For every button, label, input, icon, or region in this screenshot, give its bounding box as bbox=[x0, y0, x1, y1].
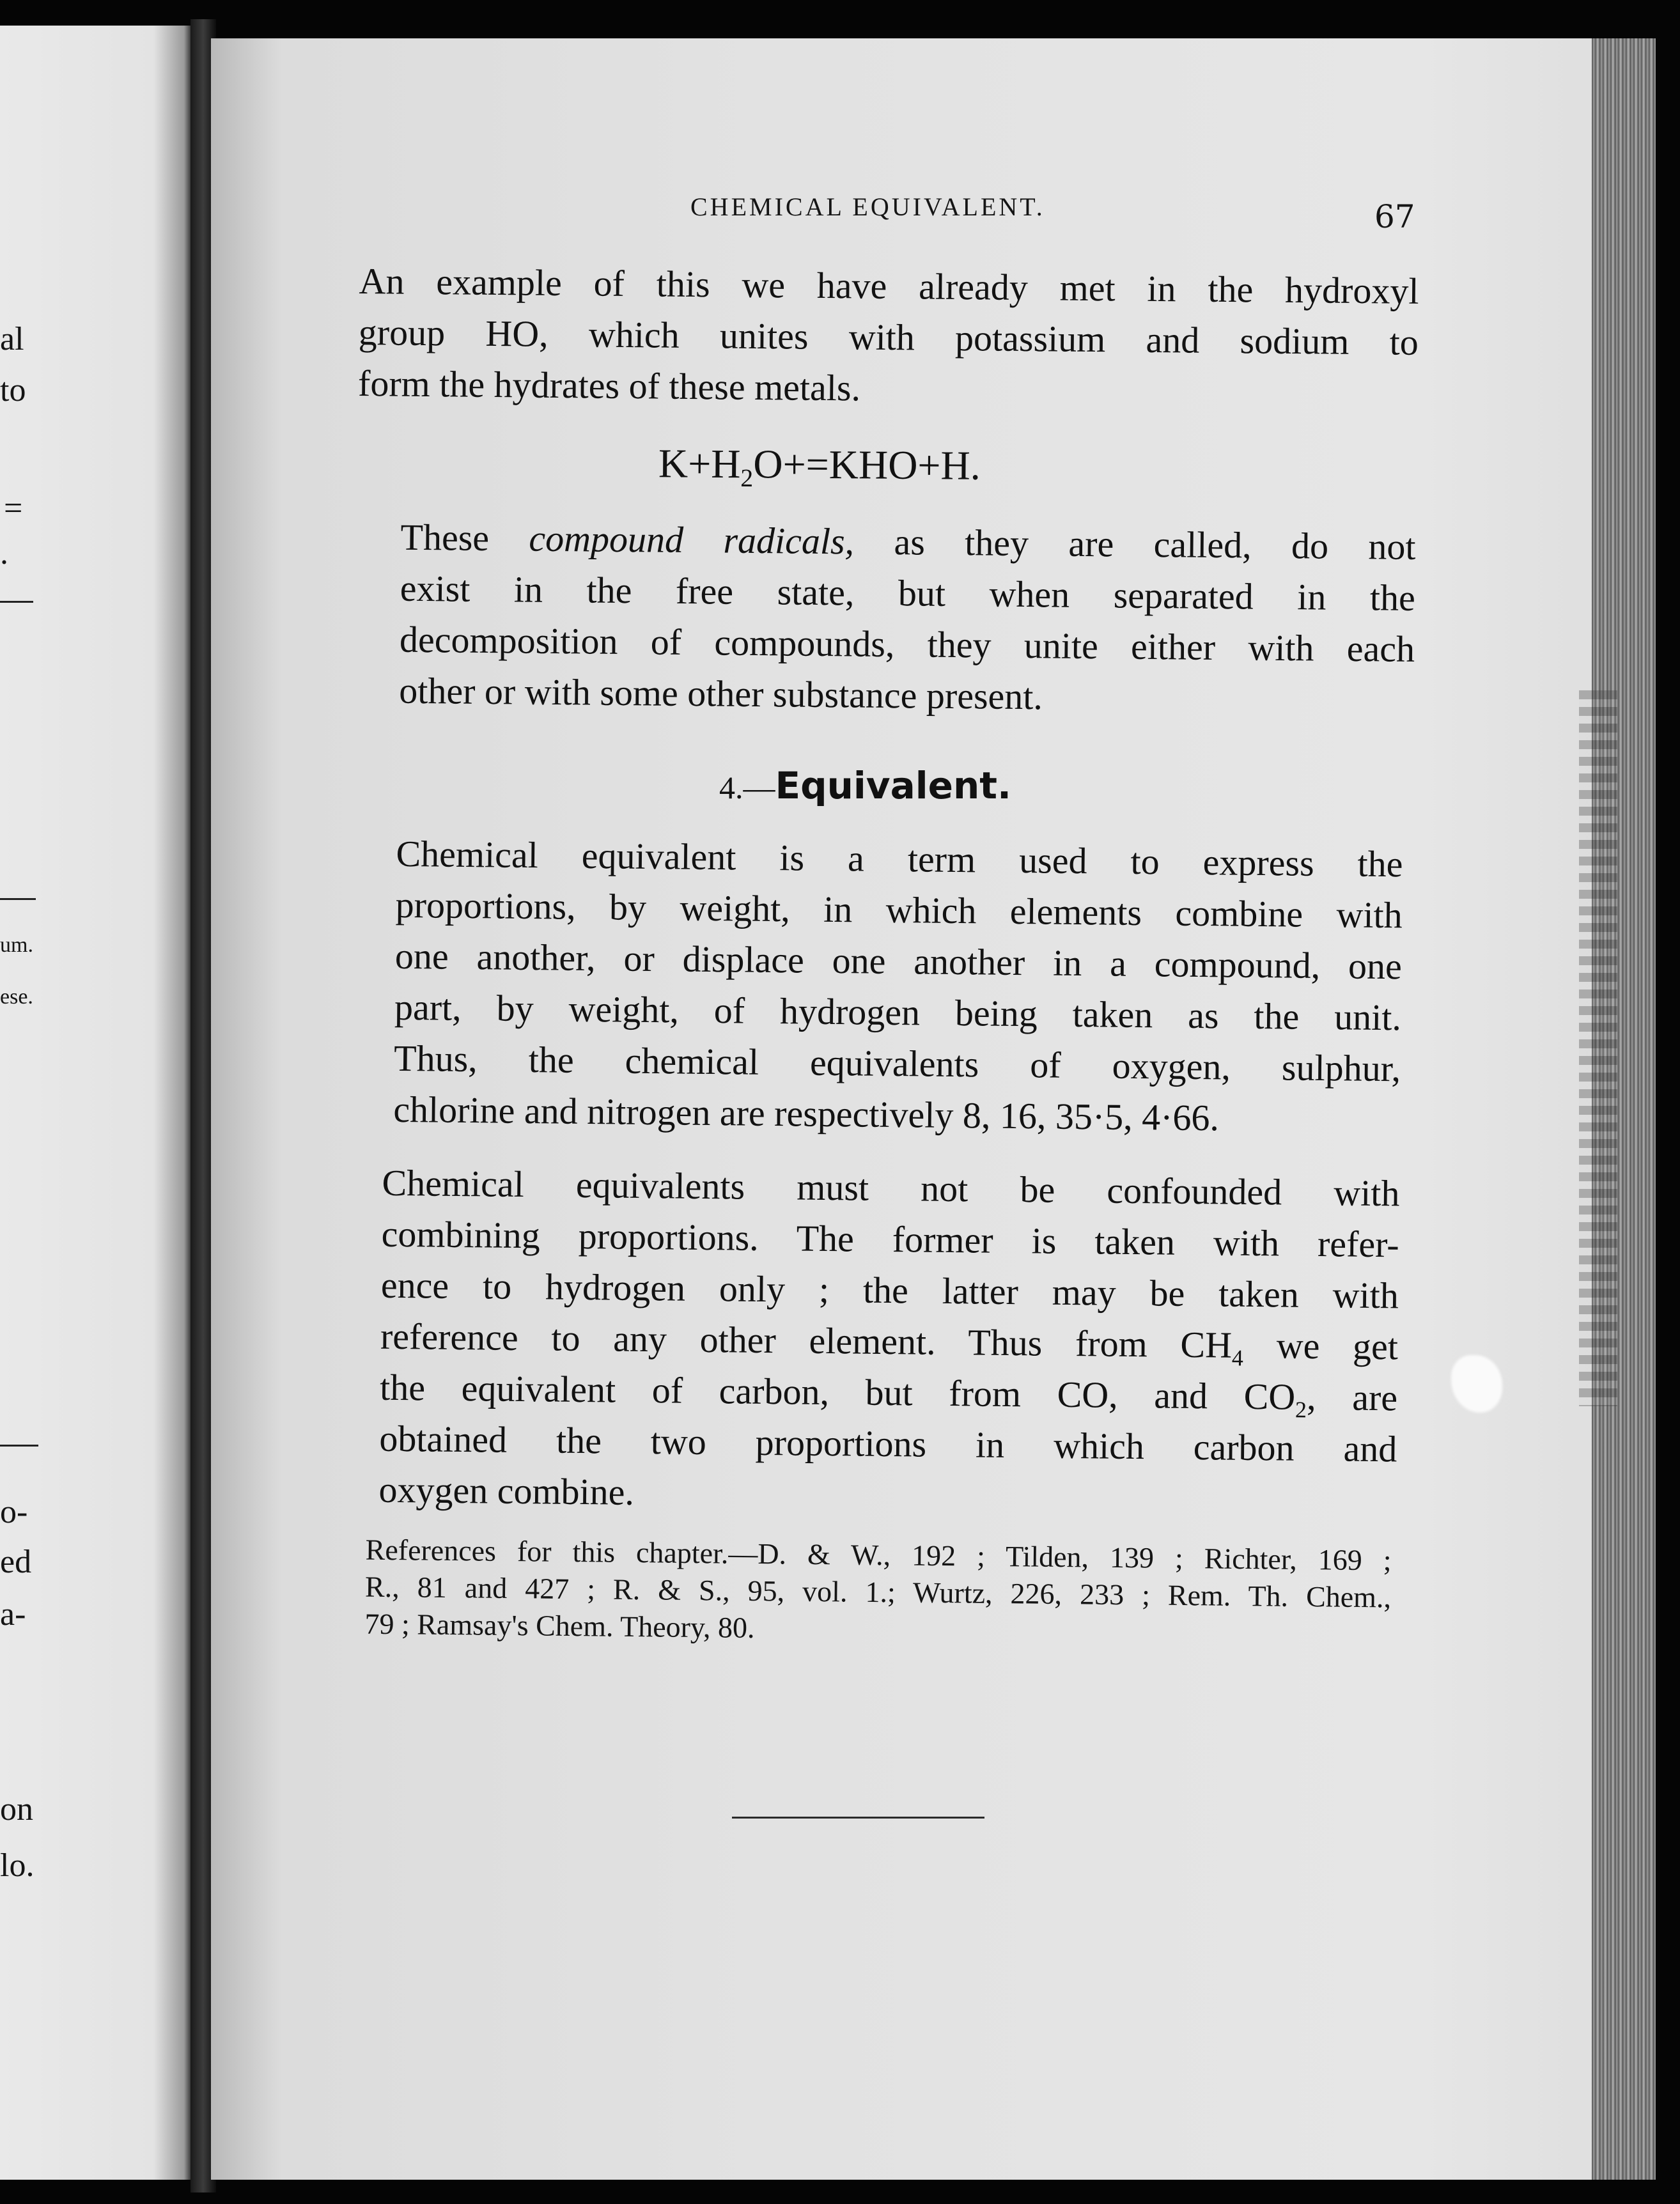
text-run: the equivalent of carbon, but from CO, and CO bbox=[379, 1366, 1296, 1418]
left-fragment: = bbox=[4, 490, 23, 527]
left-rule bbox=[0, 1445, 38, 1447]
section-number: 4.— bbox=[719, 770, 775, 805]
text-line: combining proportions. The former is taken with refer- bbox=[381, 1213, 1399, 1266]
text-line: part, by weight, of hydrogen being taken as the unit. bbox=[394, 986, 1402, 1039]
paragraph-compound-radicals bbox=[353, 511, 1416, 726]
text-line: chlorine and nitrogen are respectively 8, 16, 35·5, 4·66. bbox=[393, 1088, 1220, 1139]
reference-line: R., 81 and 427 ; R. & S., 95, vol. 1.; Wurtz, 226, 233 ; Rem. Th. Chem., bbox=[364, 1570, 1392, 1614]
text-line: proportions, by weight, in which elements combine with bbox=[395, 883, 1403, 936]
left-fragment: ed bbox=[0, 1544, 32, 1580]
left-fragment: um. bbox=[0, 933, 33, 957]
text-line: Thus, the chemical equivalents of oxygen, sulphur, bbox=[393, 1037, 1401, 1090]
text-run: These bbox=[400, 516, 529, 559]
equation-part: O+=KHO+H. bbox=[753, 441, 981, 488]
text-line: exist in the free state, but when separated in the bbox=[400, 567, 1416, 619]
text-line: other or with some other substance present. bbox=[399, 669, 1043, 718]
left-fragment: lo. bbox=[0, 1847, 35, 1884]
text-line: one another, or displace one another in a compound, one bbox=[394, 935, 1403, 988]
left-fragment: ese. bbox=[0, 985, 33, 1009]
text-run: , are bbox=[1306, 1376, 1398, 1419]
text-line: form the hydrates of these metals. bbox=[357, 362, 861, 409]
text-line: oxygen combine. bbox=[378, 1468, 635, 1513]
equation-part: K+H bbox=[658, 440, 741, 487]
text-run: as they are called, do not bbox=[853, 520, 1416, 568]
text-line: obtained the two proportions in which carbon and bbox=[379, 1417, 1397, 1470]
chapter-end-rule bbox=[732, 1817, 984, 1819]
text-line: ence to hydrogen only ; the latter may be taken with bbox=[380, 1264, 1399, 1317]
left-fragment: o- bbox=[0, 1494, 28, 1530]
text-line: Chemical equivalent is a term used to express the bbox=[396, 832, 1403, 885]
chapter-references bbox=[326, 1531, 1392, 1653]
equation-subscript: 2 bbox=[740, 463, 754, 493]
chemical-equation bbox=[658, 440, 981, 493]
reference-line: 79 ; Ramsay's Chem. Theory, 80. bbox=[364, 1607, 755, 1645]
library-stamp bbox=[1579, 690, 1617, 1406]
paragraph-hydroxyl-example bbox=[358, 256, 1419, 419]
text-line: decomposition of compounds, they unite either with each bbox=[399, 618, 1415, 670]
paragraph-chemical-equivalent bbox=[342, 828, 1403, 1145]
text-line: An example of this we have already met in the hydroxyl bbox=[359, 260, 1419, 312]
running-head: CHEMICAL EQUIVALENT. bbox=[690, 192, 1045, 221]
text-line: group HO, which unites with potassium and sodium to bbox=[358, 311, 1419, 363]
left-fragment: to bbox=[0, 372, 26, 408]
left-fragment: al bbox=[0, 321, 24, 357]
reference-line: References for this chapter.—D. & W., 192 ; Tilden, 139 ; Richter, 169 ; bbox=[365, 1533, 1392, 1577]
left-fragment: on bbox=[0, 1791, 33, 1828]
paragraph-combining-proportions bbox=[334, 1157, 1400, 1526]
section-heading bbox=[719, 764, 1011, 807]
text-run: we get bbox=[1243, 1324, 1399, 1368]
left-fragment: . bbox=[0, 535, 8, 571]
text-line: Chemical equivalents must not be confounded with bbox=[382, 1161, 1400, 1215]
section-title: Equivalent. bbox=[775, 764, 1012, 807]
page-number: 67 bbox=[1374, 198, 1415, 235]
formula-subscript: 2 bbox=[1295, 1397, 1307, 1423]
formula-subscript: 4 bbox=[1231, 1345, 1244, 1371]
left-fragment: a- bbox=[0, 1596, 26, 1633]
left-rule bbox=[0, 898, 36, 900]
emphasized-term: compound radicals, bbox=[529, 517, 855, 563]
text-run: reference to any other element. Thus from CH bbox=[380, 1315, 1233, 1366]
left-rule bbox=[0, 601, 33, 603]
